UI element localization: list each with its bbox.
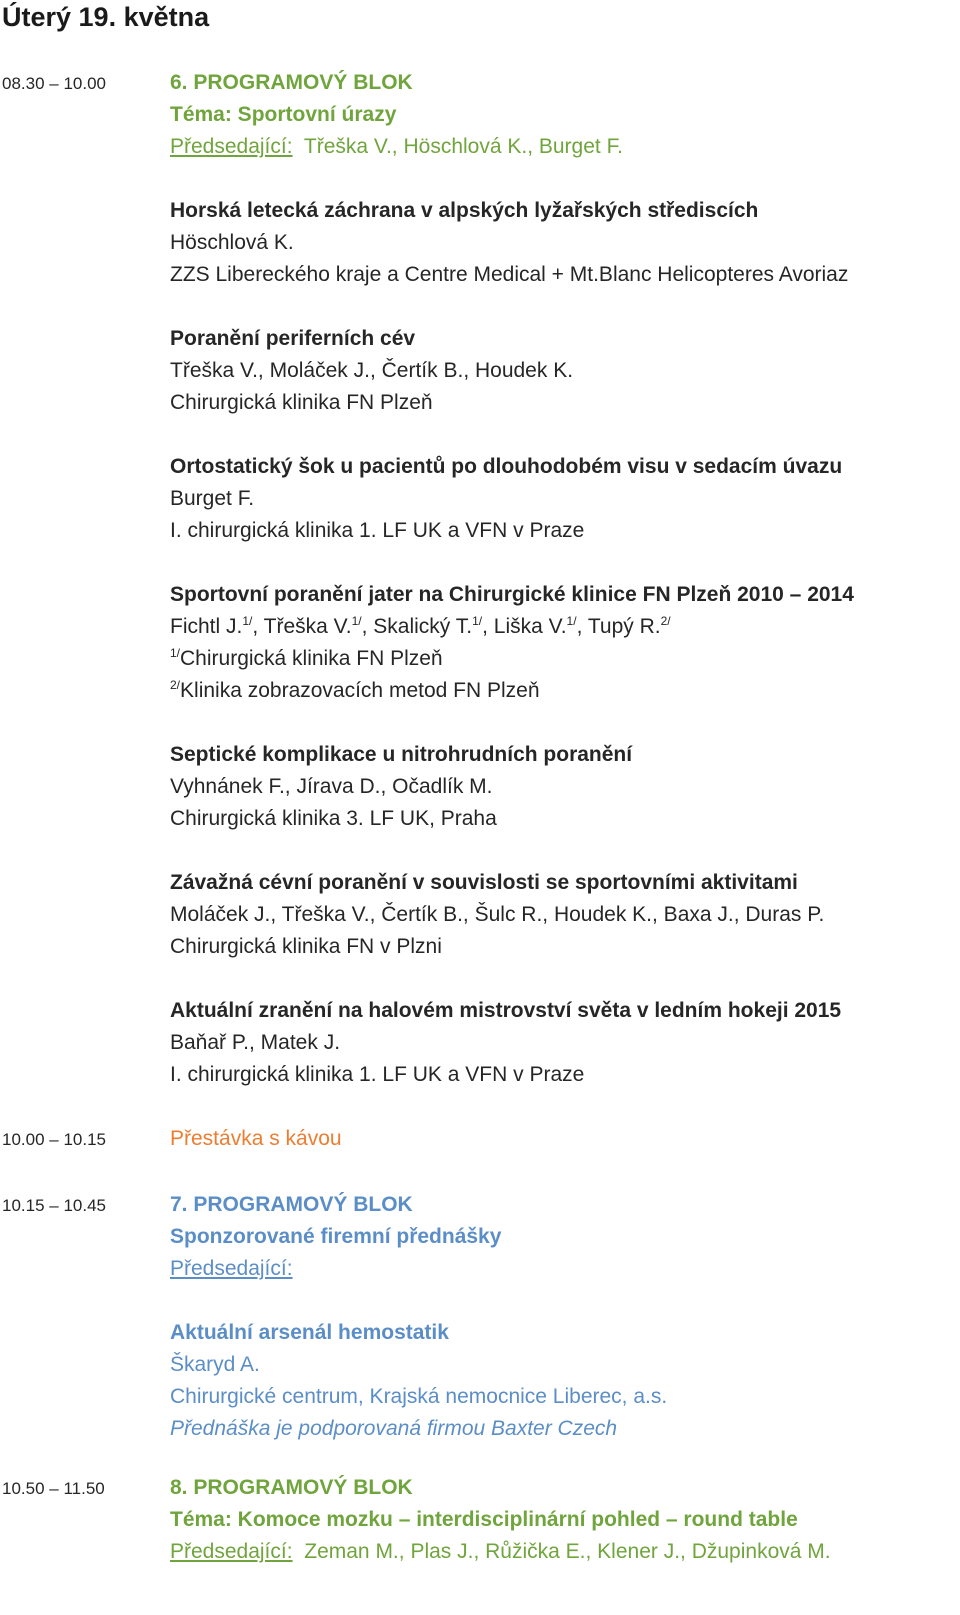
talk-affiliation: Chirurgická klinika 3. LF UK, Praha bbox=[170, 807, 497, 830]
talk-3 bbox=[170, 451, 952, 547]
affiliation-text: Klinika zobrazovacích metod FN Plzeň bbox=[180, 679, 540, 702]
block-7-title: 7. PROGRAMOVÝ BLOK bbox=[170, 1193, 413, 1216]
talk-title: Septické komplikace u nitrohrudních poranění bbox=[170, 743, 633, 766]
talk-title: Závažná cévní poranění v souvislosti se sportovními aktivitami bbox=[170, 871, 798, 894]
talk-authors: Burget F. bbox=[170, 487, 255, 510]
talk-title: Ortostatický šok u pacientů po dlouhodobém visu v sedacím úvazu bbox=[170, 455, 843, 478]
time-block-6: 08.30 – 10.00 bbox=[2, 74, 106, 93]
block-8-chairs bbox=[170, 1536, 952, 1568]
author-mark: 1/ bbox=[472, 614, 483, 628]
talk-affiliation: I. chirurgická klinika 1. LF UK a VFN v Praze bbox=[170, 1063, 585, 1086]
author-mark: 1/ bbox=[351, 614, 362, 628]
chairs-label: Předsedající: bbox=[170, 1540, 293, 1563]
chairs-label: Předsedající: bbox=[170, 1257, 293, 1280]
talk-affiliation: ZZS Libereckého kraje a Centre Medical + Mt.Blanc Helicopteres Avoriaz bbox=[170, 263, 849, 286]
talk-authors: Třeška V., Moláček J., Čertík B., Houdek K. bbox=[170, 359, 574, 382]
talk-title: Horská letecká záchrana v alpských lyžařských střediscích bbox=[170, 199, 759, 222]
time-break: 10.00 – 10.15 bbox=[2, 1130, 106, 1149]
author-mark: 1/ bbox=[566, 614, 577, 628]
affiliation-mark: 2/ bbox=[170, 678, 181, 692]
block-8-title: 8. PROGRAMOVÝ BLOK bbox=[170, 1476, 413, 1499]
author: , Liška V. bbox=[482, 615, 567, 638]
talk-6 bbox=[170, 867, 952, 963]
talk-2 bbox=[170, 323, 952, 419]
block-7-theme: Sponzorované firemní přednášky bbox=[170, 1225, 502, 1248]
author: , Tupý R. bbox=[576, 615, 661, 638]
coffee-break bbox=[170, 1123, 952, 1155]
author: , Skalický T. bbox=[361, 615, 473, 638]
time-block-7: 10.15 – 10.45 bbox=[2, 1196, 106, 1215]
chairs-names: Zeman M., Plas J., Růžička E., Klener J., Džupinková M. bbox=[304, 1540, 831, 1563]
talk-authors: Moláček J., Třeška V., Čertík B., Šulc R., Houdek K., Baxa J., Duras P. bbox=[170, 903, 825, 926]
talk-affiliation bbox=[170, 643, 952, 675]
talk-affiliation bbox=[170, 675, 952, 707]
author-mark: 1/ bbox=[242, 614, 253, 628]
block-6-theme: Téma: Sportovní úrazy bbox=[170, 103, 397, 126]
talk-title: Poranění periferních cév bbox=[170, 327, 416, 350]
talk-affiliation: Chirurgické centrum, Krajská nemocnice Liberec, a.s. bbox=[170, 1385, 668, 1408]
talk-1 bbox=[170, 195, 952, 291]
talk-affiliation: Chirurgická klinika FN Plzeň bbox=[170, 391, 433, 414]
talk-sponsor: Přednáška je podporovaná firmou Baxter Czech bbox=[170, 1417, 618, 1440]
author: , Třeška V. bbox=[252, 615, 352, 638]
talk-7 bbox=[170, 995, 952, 1091]
block-8-theme: Téma: Komoce mozku – interdisciplinární pohled – round table bbox=[170, 1508, 798, 1531]
talk-5 bbox=[170, 739, 952, 835]
author: Fichtl J. bbox=[170, 615, 243, 638]
block-6-chairs bbox=[170, 131, 952, 163]
chairs-label: Předsedající: bbox=[170, 135, 293, 158]
talk-8 bbox=[170, 1317, 952, 1445]
block-7 bbox=[170, 1189, 952, 1445]
talk-affiliation: I. chirurgická klinika 1. LF UK a VFN v Praze bbox=[170, 519, 585, 542]
talk-authors: Baňař P., Matek J. bbox=[170, 1031, 341, 1054]
block-6-title: 6. PROGRAMOVÝ BLOK bbox=[170, 71, 413, 94]
block-7-chairs bbox=[170, 1253, 952, 1285]
talk-affiliation: Chirurgická klinika FN v Plzni bbox=[170, 935, 442, 958]
day-title: Úterý 19. května bbox=[2, 2, 210, 32]
talk-authors: Škaryd A. bbox=[170, 1353, 260, 1376]
talk-title: Sportovní poranění jater na Chirurgické klinice FN Plzeň 2010 – 2014 bbox=[170, 583, 854, 606]
talk-title: Aktuální zranění na halovém mistrovství světa v ledním hokeji 2015 bbox=[170, 999, 842, 1022]
block-8 bbox=[170, 1472, 952, 1568]
affiliation-mark: 1/ bbox=[170, 646, 181, 660]
talk-authors bbox=[170, 611, 952, 643]
talk-authors: Vyhnánek F., Jírava D., Očadlík M. bbox=[170, 775, 493, 798]
author-mark: 2/ bbox=[660, 614, 671, 628]
talk-authors: Höschlová K. bbox=[170, 231, 294, 254]
block-6 bbox=[170, 67, 952, 1091]
affiliation-text: Chirurgická klinika FN Plzeň bbox=[180, 647, 443, 670]
talk-title: Aktuální arsenál hemostatik bbox=[170, 1321, 449, 1344]
chairs-names: Třeška V., Höschlová K., Burget F. bbox=[303, 135, 623, 158]
time-block-8: 10.50 – 11.50 bbox=[2, 1479, 105, 1498]
talk-4 bbox=[170, 579, 952, 707]
break-label: Přestávka s kávou bbox=[170, 1127, 342, 1150]
